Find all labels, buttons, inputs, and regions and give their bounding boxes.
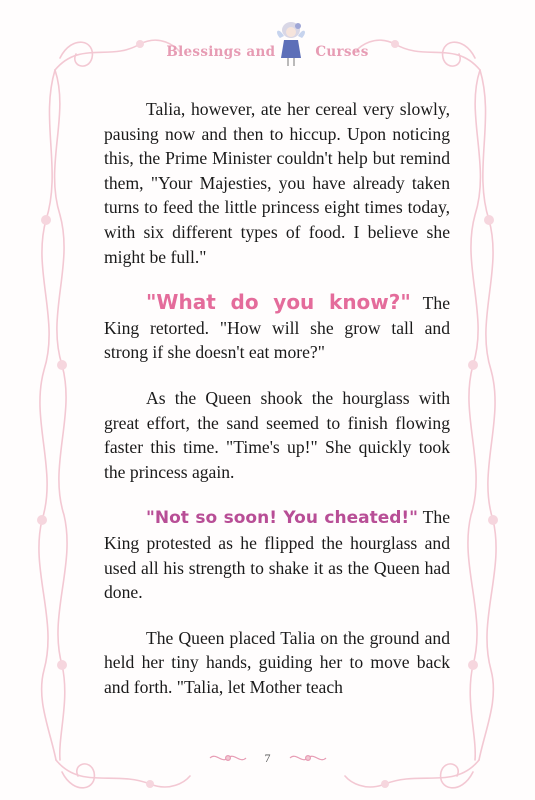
paragraph-5 [104,626,450,700]
footer-ornament-left-icon [208,751,248,765]
paragraph-4 [104,505,450,604]
paragraph-text: The King retorted. "How will she grow tall and strong if she doesn't eat more?" [104,293,451,363]
header-title-left: Blessings and [166,44,276,60]
paragraph-text: The King protested as he flipped the hourglass and used all his strength to shake it as the Queen had done. [104,507,451,603]
page-footer [0,750,535,766]
header-title-right: Curses [315,44,369,60]
dialogue-highlight: "Not so soon! You cheated!" [146,508,419,529]
footer-ornament-right-icon [288,751,328,765]
paragraph-text: Talia, however, ate her cereal very slowly, pausing now and then to hiccup. Upon noticing this, the Prime Minister couldn't help but remind them, "Your Majesties, you have already taken turns to feed the little princess eight times today, with six different types of food. I believe she might be full." [104,99,450,267]
paragraph-3 [104,386,450,484]
fairy-illustration [276,18,306,70]
running-header [0,44,535,60]
dialogue-highlight: "What do you know?" [146,290,411,315]
page-body [104,97,450,699]
paragraph-text: As the Queen shook the hourglass with great effort, the sand seemed to finish flowing faster this time. "Time's up!" She quickly took the princess again. [104,387,450,482]
paragraph-text: The Queen placed Talia on the ground and held her tiny hands, guiding her to move back and forth. "Talia, let Mother teach [104,627,450,697]
paragraph-1 [104,97,450,269]
paragraph-2 [104,290,450,365]
page-number: 7 [264,750,271,765]
